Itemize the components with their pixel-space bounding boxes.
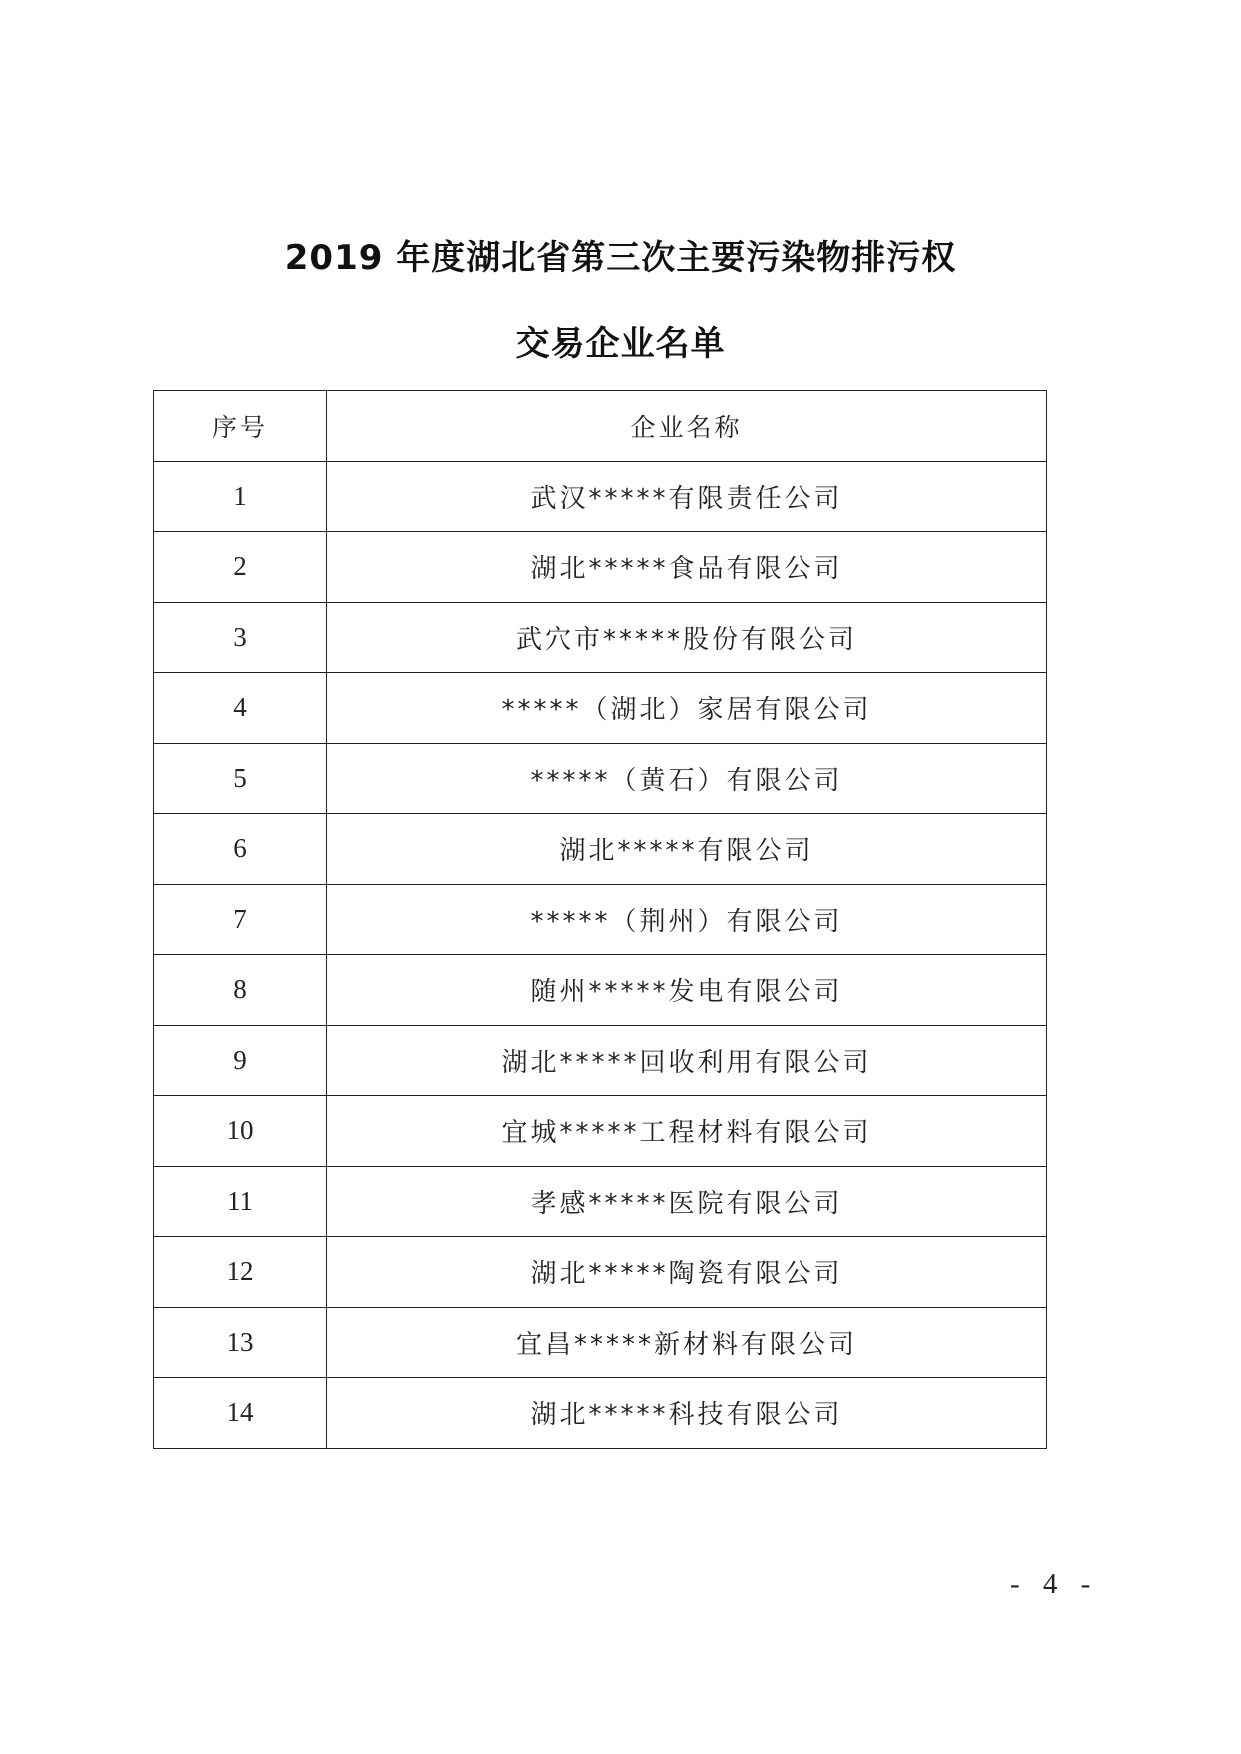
table-header-row [154,391,1047,462]
document-title-line-1: 2019 年度湖北省第三次主要污染物排污权 [284,238,957,278]
table-row [154,814,1047,885]
table-row [154,743,1047,814]
table-row [154,1096,1047,1167]
table-row [154,1307,1047,1378]
row-number-cell: 6 [154,814,327,885]
table-row [154,532,1047,603]
row-number-cell: 10 [154,1096,327,1167]
company-name-cell: 武穴市*****股份有限公司 [327,602,1047,673]
company-name-cell: 宜城*****工程材料有限公司 [327,1096,1047,1167]
table-row [154,673,1047,744]
table-row [154,1166,1047,1237]
document-title-line-2: 交易企业名单 [515,324,726,364]
row-number-cell: 4 [154,673,327,744]
company-name-cell: 湖北*****陶瓷有限公司 [327,1237,1047,1308]
company-name-cell: 孝感*****医院有限公司 [327,1166,1047,1237]
company-name-cell: 湖北*****回收利用有限公司 [327,1025,1047,1096]
row-number-cell: 12 [154,1237,327,1308]
company-name-cell: *****（黄石）有限公司 [327,743,1047,814]
table-row [154,461,1047,532]
row-number-cell: 11 [154,1166,327,1237]
company-name-cell: 武汉*****有限责任公司 [327,461,1047,532]
row-number-cell: 5 [154,743,327,814]
company-name-cell: *****（湖北）家居有限公司 [327,673,1047,744]
table-row [154,602,1047,673]
row-number-cell: 8 [154,955,327,1026]
column-header-number: 序号 [154,391,327,462]
company-name-cell: 湖北*****有限公司 [327,814,1047,885]
row-number-cell: 9 [154,1025,327,1096]
company-name-cell: 宜昌*****新材料有限公司 [327,1307,1047,1378]
company-list-table [153,390,1047,1449]
row-number-cell: 2 [154,532,327,603]
table-row [154,955,1047,1026]
company-name-cell: 随州*****发电有限公司 [327,955,1047,1026]
table-row [154,1237,1047,1308]
company-name-cell: 湖北*****食品有限公司 [327,532,1047,603]
row-number-cell: 7 [154,884,327,955]
row-number-cell: 3 [154,602,327,673]
page-number: - 4 - [1010,1568,1099,1600]
table-row [154,1025,1047,1096]
company-name-cell: 湖北*****科技有限公司 [327,1378,1047,1449]
column-header-company-name: 企业名称 [327,391,1047,462]
row-number-cell: 1 [154,461,327,532]
row-number-cell: 13 [154,1307,327,1378]
row-number-cell: 14 [154,1378,327,1449]
table-row [154,1378,1047,1449]
table-row [154,884,1047,955]
company-name-cell: *****（荆州）有限公司 [327,884,1047,955]
